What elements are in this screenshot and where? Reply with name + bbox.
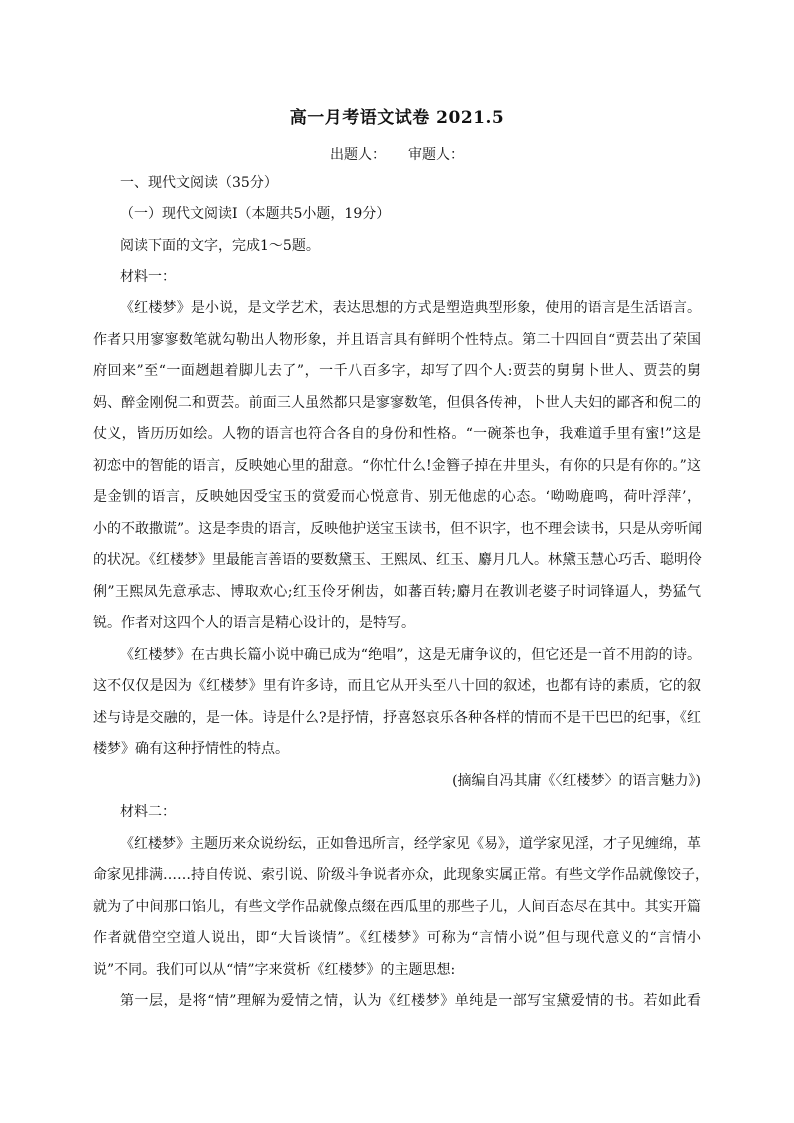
text-line: 命家见排满……持自传说、索引说、阶级斗争说者亦众，此现象实属正常。有些文学作品就像饺子， [93,867,709,883]
text-line: 第一层，是将“情”理解为爱情之情，认为《红楼梦》单纯是一部写宝黛爱情的书。若如此看 [120,993,701,1009]
source-citation: (摘编自冯其庸《〈红楼梦〉的语言魅力》) [452,773,701,789]
text-line: 楼梦》确有这种抒情性的特点。 [93,741,289,757]
reviewer-label: 审题人： [408,147,464,163]
exam-credits [0,144,794,164]
text-line: 《红楼梦》是小说，是文学艺术，表达思想的方式是塑造典型形象，使用的语言是生活语言。 [120,300,701,316]
text-line: 这不仅仅是因为《红楼梦》里有许多诗，而且它从开头至八十回的叙述，也都有诗的素质，它的叙 [93,678,701,694]
text-line: 小的不敢撒谎”。这是李贵的语言，反映他护送宝玉读书，但不识字，也不理会读书，只是从旁听闻 [93,521,703,537]
text-line: 说”不同。我们可以从“情”字来赏析《红楼梦》的主题思想: [93,962,456,978]
text-line: 府回来”至“一面趔趄着脚儿去了”，一千八百多字，却写了四个人:贾芸的舅舅卜世人、贾芸的舅 [93,363,701,379]
material-label: 材料二： [120,804,176,820]
text-line: 仗义，皆历历如绘。人物的语言也符合各自的身份和性格。“一碗茶也争，我难道手里有蜜!”这是 [93,426,701,442]
text-line: 俐”王熙凤先意承志、博取欢心;红玉伶牙俐齿，如蕃百转;麝月在教训老婆子时词锋逼人，势猛气 [93,584,701,600]
text-line: 初恋中的智能的语言，反映她心里的甜意。“你忙什么!金簪子掉在井里头，有你的只是有你的。”这 [93,458,701,474]
section-heading: 一、现代文阅读（35分） [120,175,278,191]
subsection-heading: （一）现代文阅读Ⅰ（本题共5小题，19分） [120,206,391,222]
text-line: 作者就借空空道人说出，即“大旨谈情”。《红楼梦》可称为“言情小说”但与现代意义的“言情小 [93,930,701,946]
text-line: 的状况。《红楼梦》里最能言善语的要数黛玉、王熙凤、红玉、麝月几人。林黛玉慧心巧舌、聪明伶 [93,552,702,568]
text-line: 是金钏的语言，反映她因受宝玉的赏爱而心悦意肯、别无他虑的心态。‘呦呦鹿鸣，荷叶浮萍’， [93,489,701,505]
instruction-text: 阅读下面的文字，完成1～5题。 [120,238,320,254]
text-line: 锐。作者对这四个人的语言是精心设计的，是特写。 [93,615,415,631]
text-line: 述与诗是交融的，是一体。诗是什么?是抒情，抒喜怒哀乐各种各样的情而不是干巴巴的纪事，《红 [93,710,701,726]
text-line: 作者只用寥寥数笔就勾勒出人物形象，并且语言具有鲜明个性特点。第二十四回自“贾芸出了荣国 [93,332,701,348]
setter-label: 出题人： [330,147,386,163]
text-line: 《红楼梦》主题历来众说纷纭，正如鲁迅所言，经学家见《易》，道学家见淫，才子见缠绵，革 [120,836,701,852]
material-label: 材料一： [120,269,176,285]
text-line: 《红楼梦》在古典长篇小说中确已成为“绝唱”，这是无庸争议的，但它还是一首不用韵的诗。 [120,647,701,663]
text-line: 妈、醉金刚倪二和贾芸。前面三人虽然都只是寥寥数笔，但俱各传神，卜世人夫妇的鄙吝和倪二的 [93,395,701,411]
page-title: 高一月考语文试卷 2021.5 [289,108,505,128]
text-line: 就为了中间那口馅儿，有些文学作品就像点缀在西瓜里的那些子儿，人间百态尽在其中。其实开篇 [93,899,701,915]
